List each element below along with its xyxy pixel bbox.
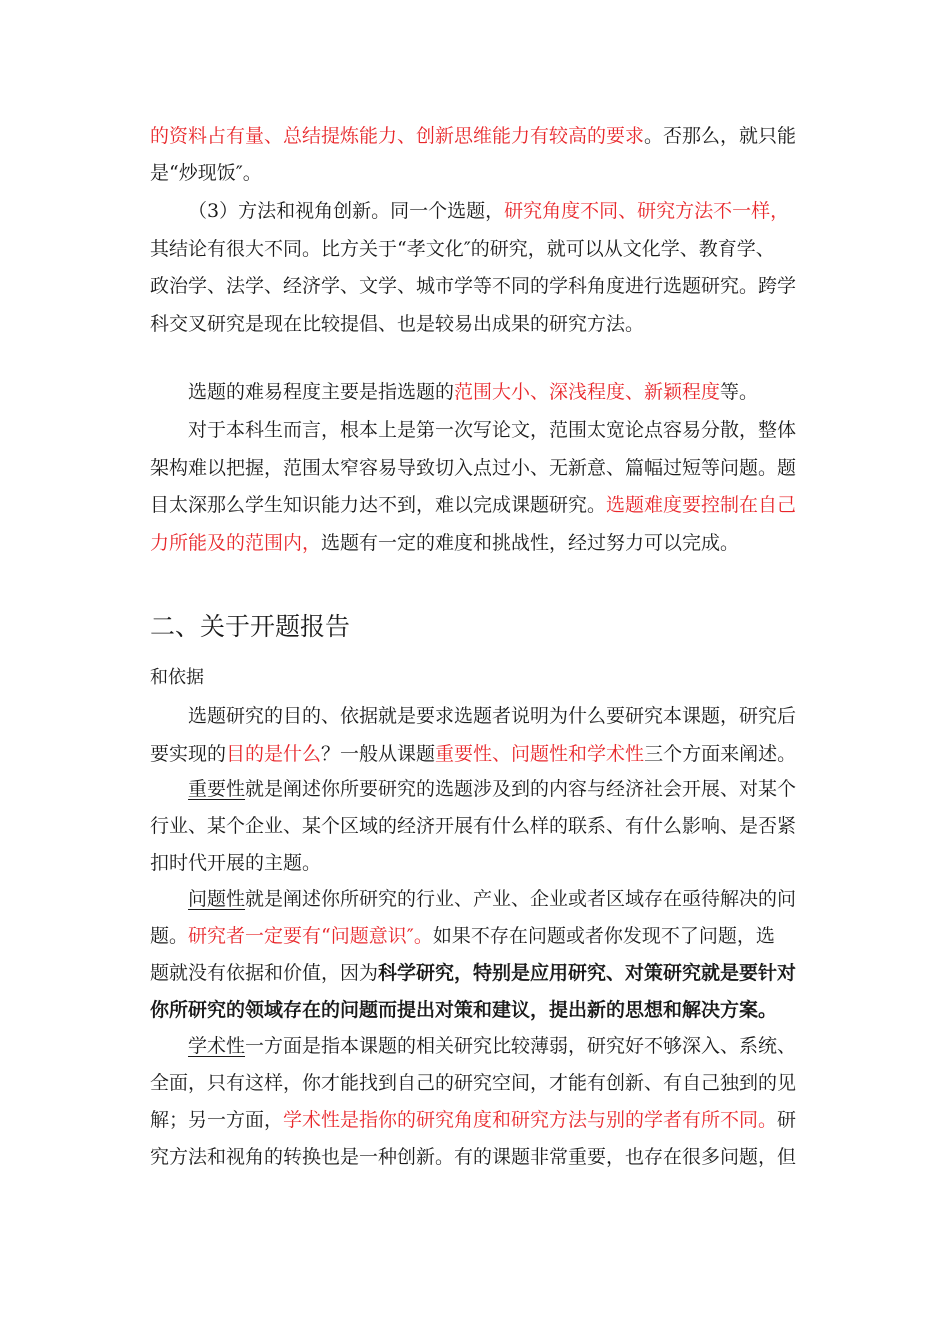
body-text: 三个方面来阐述。 xyxy=(644,743,797,765)
paragraph-line xyxy=(188,886,796,912)
paragraph-line xyxy=(188,417,796,443)
body-text: 是“炒现饭″。 xyxy=(150,162,262,184)
paragraph-line xyxy=(150,1144,796,1170)
subheading: 和依据 xyxy=(150,667,204,688)
highlight-text: 研究者一定要有“问题意识″。 xyxy=(188,925,433,947)
body-text: 科交叉研究是现在比较提倡、也是较易出成果的研究方法。 xyxy=(150,313,645,335)
underlined-term: 重要性 xyxy=(188,778,246,800)
body-text: ？一般从课题 xyxy=(321,743,436,765)
body-text: 解；另一方面， xyxy=(150,1109,284,1131)
paragraph-line xyxy=(150,273,796,299)
bold-text: 你所研究的领域存在的问题而提出对策和建议，提出新的思想和解决方案。 xyxy=(150,999,778,1021)
paragraph-line xyxy=(150,311,644,337)
paragraph-line xyxy=(150,850,321,876)
body-text: 选题的难易程度主要是指选题的 xyxy=(188,381,455,403)
body-text: 行业、某个企业、某个区域的经济开展有什么样的联系、有什么影响、是否紧 xyxy=(150,815,797,837)
paragraph-line xyxy=(188,703,796,729)
highlight-text: 研究角度不同、研究方法不一样， xyxy=(504,200,790,222)
body-text: 全面，只有这样，你才能找到自己的研究空间，才能有创新、有自己独到的见 xyxy=(150,1072,797,1094)
underlined-term: 问题性 xyxy=(188,888,246,910)
paragraph-line xyxy=(188,379,758,405)
paragraph-line xyxy=(150,1070,796,1096)
underlined-term: 学术性 xyxy=(188,1035,246,1057)
body-text: 就是阐述你所研究的行业、产业、企业或者区域存在亟待解决的问 xyxy=(245,888,797,910)
body-text: 架构难以把握，范围太窄容易导致切入点过小、无新意、篇幅过短等问题。题 xyxy=(150,457,797,479)
body-text: 要实现的 xyxy=(150,743,227,765)
paragraph-line xyxy=(150,1107,796,1133)
body-text: 究方法和视角的转换也是一种创新。有的课题非常重要，也存在很多问题，但 xyxy=(150,1146,797,1168)
body-text: 等。 xyxy=(720,381,759,403)
highlight-text: 重要性、问题性和学术性 xyxy=(435,743,645,765)
highlight-text: 目的是什么 xyxy=(226,743,322,765)
paragraph-line xyxy=(150,455,796,481)
body-text: 其结论有很大不同。比方关于“孝文化″的研究，就可以从文化学、教育学、 xyxy=(150,238,775,260)
paragraph-line xyxy=(150,123,796,149)
highlight-text: 学术性是指你的研究角度和研究方法与别的学者有所不同。 xyxy=(283,1109,778,1131)
bold-text: 科学研究，特别是应用研究、对策研究就是要针对 xyxy=(378,962,797,984)
paragraph-line xyxy=(150,923,775,949)
body-text: 就是阐述你所要研究的选题涉及到的内容与经济社会开展、对某个 xyxy=(245,778,797,800)
body-text: 如果不存在问题或者你发现不了问题，选 xyxy=(432,925,775,947)
paragraph-line xyxy=(150,492,796,518)
body-text: （3）方法和视角创新。同一个选题， xyxy=(188,200,505,222)
paragraph-line xyxy=(150,741,796,767)
body-text: 政治学、法学、经济学、文学、城市学等不同的学科角度进行选题研究。跨学 xyxy=(150,275,797,297)
paragraph-line xyxy=(150,160,262,186)
paragraph-line xyxy=(150,813,796,839)
highlight-text: 选题难度要控制在自己 xyxy=(606,494,797,516)
body-text: 题就没有依据和价值，因为 xyxy=(150,962,379,984)
body-text: 。否那么，就只能 xyxy=(644,125,797,147)
paragraph-line xyxy=(188,1033,796,1059)
body-text: 选题研究的目的、依据就是要求选题者说明为什么要研究本课题，研究后 xyxy=(188,705,797,727)
paragraph-line xyxy=(150,530,739,556)
section-heading: 二、关于开题报告 xyxy=(150,612,351,641)
paragraph-line xyxy=(188,198,789,224)
body-text: 目太深那么学生知识能力达不到，难以完成课题研究。 xyxy=(150,494,607,516)
highlight-text: 范围大小、深浅程度、新颖程度 xyxy=(454,381,721,403)
highlight-text: 的资料占有量、总结提炼能力、创新思维能力有较高的要求 xyxy=(150,125,645,147)
paragraph-line xyxy=(150,236,775,262)
body-text: 题。 xyxy=(150,925,189,947)
body-text: 研 xyxy=(777,1109,797,1131)
body-text: 对于本科生而言，根本上是第一次写论文，范围太宽论点容易分散，整体 xyxy=(188,419,797,441)
body-text: 选题有一定的难度和挑战性，经过努力可以完成。 xyxy=(321,532,740,554)
body-text: 扣时代开展的主题。 xyxy=(150,852,322,874)
paragraph-line xyxy=(188,776,796,802)
highlight-text: 力所能及的范围内， xyxy=(150,532,322,554)
paragraph-line xyxy=(150,997,777,1023)
body-text: 一方面是指本课题的相关研究比较薄弱，研究好不够深入、系统、 xyxy=(245,1035,797,1057)
paragraph-line xyxy=(150,960,796,986)
